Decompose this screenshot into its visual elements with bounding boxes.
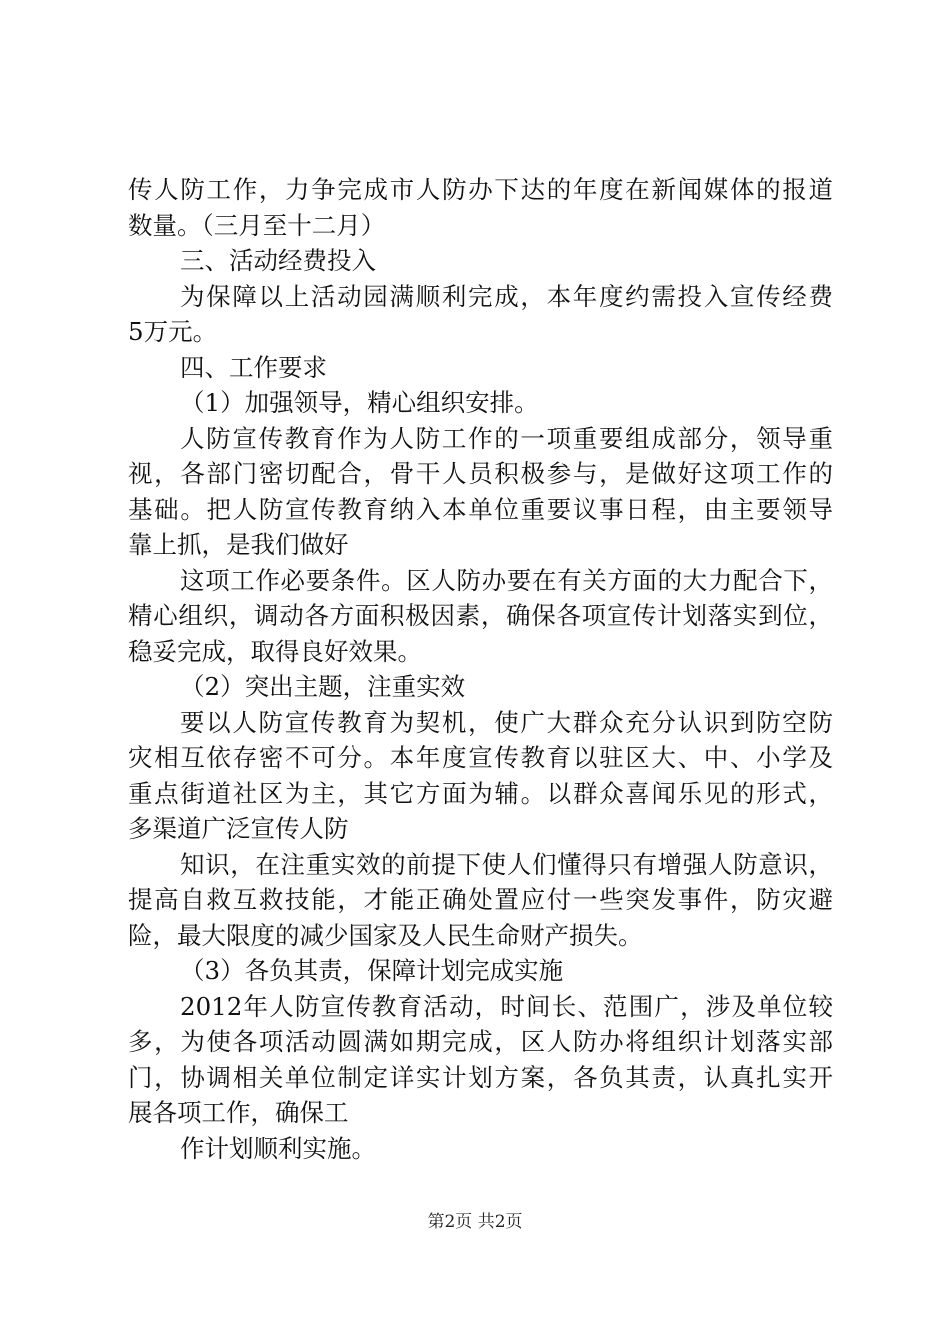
body-line-25: 多，为使各项活动圆满如期完成，区人防办将组织计划落实部	[128, 1027, 833, 1056]
body-line-4: 为保障以上活动园满顺利完成，本年度约需投入宣传经费	[180, 281, 833, 311]
body-line-14: 稳妥完成，取得良好效果。	[128, 636, 422, 666]
body-line-8: 人防宣传教育作为人防工作的一项重要组成部分，领导重	[180, 423, 833, 453]
page-footer: 第2页 共2页	[427, 1212, 523, 1232]
section-heading-requirements: 四、工作要求	[180, 352, 327, 382]
body-line-28: 作计划顺利实施。	[180, 1133, 376, 1163]
body-line-26: 门，协调相关单位制定详实计划方案，各负其责，认真扎实开	[128, 1062, 833, 1092]
subheading-1: （1）加强领导，精心组织安排。	[180, 388, 539, 417]
body-line-17: 灾相互依存密不可分。本年度宣传教育以驻区大、中、小学及	[128, 743, 833, 772]
body-line-21: 提高自救互救技能，才能正确处置应付一些突发事件，防灾避	[128, 885, 833, 914]
subheading-3: （3）各负其责，保障计划完成实施	[180, 956, 564, 985]
body-line-11: 靠上抓，是我们做好	[128, 530, 349, 559]
body-line-24: 2012年人防宣传教育活动，时间长、范围广，涉及单位较	[180, 991, 833, 1021]
body-line-18: 重点街道社区为主，其它方面为辅。以群众喜闻乐见的形式，	[128, 778, 833, 808]
section-heading-funding: 三、活动经费投入	[180, 246, 376, 275]
body-line-27: 展各项工作，确保工	[128, 1098, 349, 1127]
body-line-1: 传人防工作，力争完成市人防办下达的年度在新闻媒体的报道	[128, 175, 833, 204]
body-line-19: 多渠道广泛宣传人防	[128, 814, 349, 843]
body-line-16: 要以人防宣传教育为契机，使广大群众充分认识到防空防	[180, 707, 833, 737]
body-line-10: 基础。把人防宣传教育纳入本单位重要议事日程，由主要领导	[128, 494, 833, 524]
body-line-12: 这项工作必要条件。区人防办要在有关方面的大力配合下，	[180, 565, 833, 595]
body-line-13: 精心组织，调动各方面积极因素，确保各项宣传计划落实到位，	[128, 601, 833, 630]
subheading-2: （2）突出主题，注重实效	[180, 672, 466, 701]
body-line-2: 数量。（三月至十二月）	[128, 210, 386, 240]
body-line-20: 知识，在注重实效的前提下使人们懂得只有增强人防意识，	[180, 849, 833, 879]
body-line-5: 5万元。	[128, 317, 218, 346]
body-line-22: 险，最大限度的减少国家及人民生命财产损失。	[128, 920, 643, 950]
body-line-9: 视，各部门密切配合，骨干人员积极参与，是做好这项工作的	[128, 459, 833, 488]
document-body	[128, 172, 833, 1166]
